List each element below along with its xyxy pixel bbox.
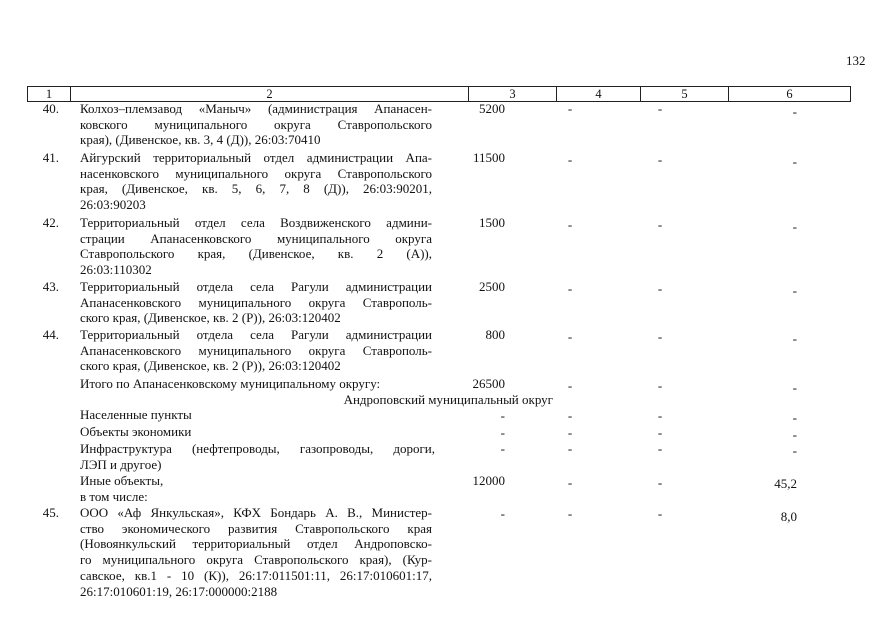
header-col-3: 3 [469, 87, 557, 101]
col3-value: - [500, 425, 505, 440]
col3-value: - [500, 506, 505, 521]
desc-line: Итого по Апанасенковскому муниципальному округу: [80, 376, 381, 391]
col4-value: - [567, 152, 573, 167]
col6-value: - [792, 331, 797, 346]
row-number: 45. [42, 505, 59, 520]
col3-value: 5200 [479, 101, 505, 116]
district-heading: Андроповский муниципальный округ [343, 392, 553, 407]
row-number: 42. [42, 215, 59, 230]
desc-line: страции Апанасенковского муниципального округа [80, 230, 432, 246]
desc-line: в том числе: [80, 488, 148, 504]
row-description [80, 327, 432, 374]
col4-value: - [567, 101, 573, 116]
desc-line: Апанасенковского муниципального округа Ставрополь- [80, 294, 432, 310]
col3-value: 26500 [472, 376, 505, 391]
desc-line: 26:03:90203 [80, 197, 146, 213]
desc-line: Апанасенковского муниципального округа Ставрополь- [80, 342, 432, 358]
page-number: 132 [846, 53, 866, 68]
col5-value: - [657, 281, 663, 296]
col4-value: - [567, 329, 573, 344]
row-description [80, 101, 432, 148]
col6-value: - [792, 443, 797, 458]
header-col-4: 4 [557, 87, 641, 101]
col5-value: - [657, 152, 663, 167]
col4-value: - [567, 378, 573, 393]
row-description [80, 150, 432, 213]
row-description [80, 505, 432, 599]
col4-value: - [567, 506, 573, 521]
desc-line: Колхоз–племзавод «Маныч» (администрация Апанасен- [80, 101, 432, 116]
category-row [80, 424, 432, 440]
header-col-2: 2 [71, 87, 469, 101]
col4-value: - [567, 217, 573, 232]
category-row [80, 473, 432, 504]
desc-line: края), (Дивенское, кв. 3, 4 (Д)), 26:03:70410 [80, 132, 321, 148]
col4-value: - [567, 281, 573, 296]
header-col-5: 5 [641, 87, 729, 101]
col3-value: 11500 [472, 150, 505, 165]
category-row [80, 441, 435, 472]
col5-value: - [657, 101, 663, 116]
desc-line: го муниципального округа Ставропольского края), (Кур- [80, 552, 432, 568]
col3-value: - [500, 408, 505, 423]
desc-line: ООО «Аф Янкульская», КФХ Бондарь А. В., Министер- [80, 505, 432, 520]
col5-value: - [657, 425, 663, 440]
col3-value: 1500 [479, 215, 505, 230]
col3-value: 2500 [479, 279, 505, 294]
col6-value: - [792, 219, 797, 234]
desc-line: 26:17:010601:19, 26:17:000000:2188 [80, 583, 278, 599]
header-col-6: 6 [786, 87, 793, 101]
row-number: 41. [42, 150, 59, 165]
desc-line: Инфраструктура (нефтепроводы, газопроводы, дороги, [80, 441, 435, 456]
desc-line: ЛЭП и другое) [80, 456, 162, 472]
desc-line: Иные объекты, [80, 473, 164, 488]
desc-line: насенковского муниципального округа Ставропольского [80, 165, 432, 181]
col4-value: - [567, 425, 573, 440]
col5-value: - [657, 441, 663, 456]
row-description [80, 279, 432, 326]
desc-line: ковского муниципального округа Ставропольского [80, 116, 432, 132]
col5-value: - [657, 408, 663, 423]
col6-value: - [792, 380, 797, 395]
col3-value: 12000 [472, 473, 505, 488]
col6-value: 8,0 [780, 509, 797, 524]
desc-line: Айгурский территориальный отдел администрации Апа- [80, 150, 432, 165]
desc-line: Территориальный отдел села Воздвиженского админи- [80, 215, 432, 230]
desc-line: ского края, (Дивенское, кв. 2 (Р)), 26:03:120402 [80, 310, 341, 326]
row-number: 43. [42, 279, 59, 294]
row-number: 40. [42, 101, 59, 116]
col6-value: 45,2 [774, 476, 797, 491]
table-header [27, 86, 851, 102]
col4-value: - [567, 475, 573, 490]
col4-value: - [567, 408, 573, 423]
col3-value: - [500, 441, 505, 456]
col3-value: 800 [485, 327, 505, 342]
col5-value: - [657, 506, 663, 521]
desc-line: савское, кв.1 - 10 (К)), 26:17:011501:11, 26:17:010601:17, [80, 567, 432, 583]
desc-line: края, (Дивенское, кв. 5, 6, 7, 8 (Д)), 26:03:90201, [80, 181, 432, 197]
col4-value: - [567, 441, 573, 456]
desc-line: Населенные пункты [80, 407, 192, 422]
col5-value: - [657, 217, 663, 232]
row-description [80, 215, 432, 278]
col5-value: - [657, 475, 663, 490]
category-row [80, 407, 432, 423]
row-number: 44. [42, 327, 59, 342]
desc-line: Ставропольского края, (Дивенское, кв. 2 (А)), [80, 246, 432, 262]
desc-line: (Новоянкульский территориальный отдел Андроповско- [80, 536, 432, 552]
col6-value: - [792, 427, 797, 442]
desc-line: Территориальный отдела села Рагули администрации [80, 327, 432, 342]
desc-line: ство экономического развития Ставропольского края [80, 520, 432, 536]
col5-value: - [657, 378, 663, 393]
desc-line: 26:03:110302 [80, 262, 152, 278]
col6-value: - [792, 410, 797, 425]
header-col-1: 1 [28, 87, 71, 101]
desc-line: ского края, (Дивенское, кв. 2 (Р)), 26:03:120402 [80, 358, 341, 374]
district-total [80, 376, 432, 392]
desc-line: Территориальный отдела села Рагули администрации [80, 279, 432, 294]
col6-value: - [792, 283, 797, 298]
col6-value: - [792, 154, 797, 169]
col5-value: - [657, 329, 663, 344]
desc-line: Объекты экономики [80, 424, 192, 439]
col6-value: - [792, 104, 797, 119]
